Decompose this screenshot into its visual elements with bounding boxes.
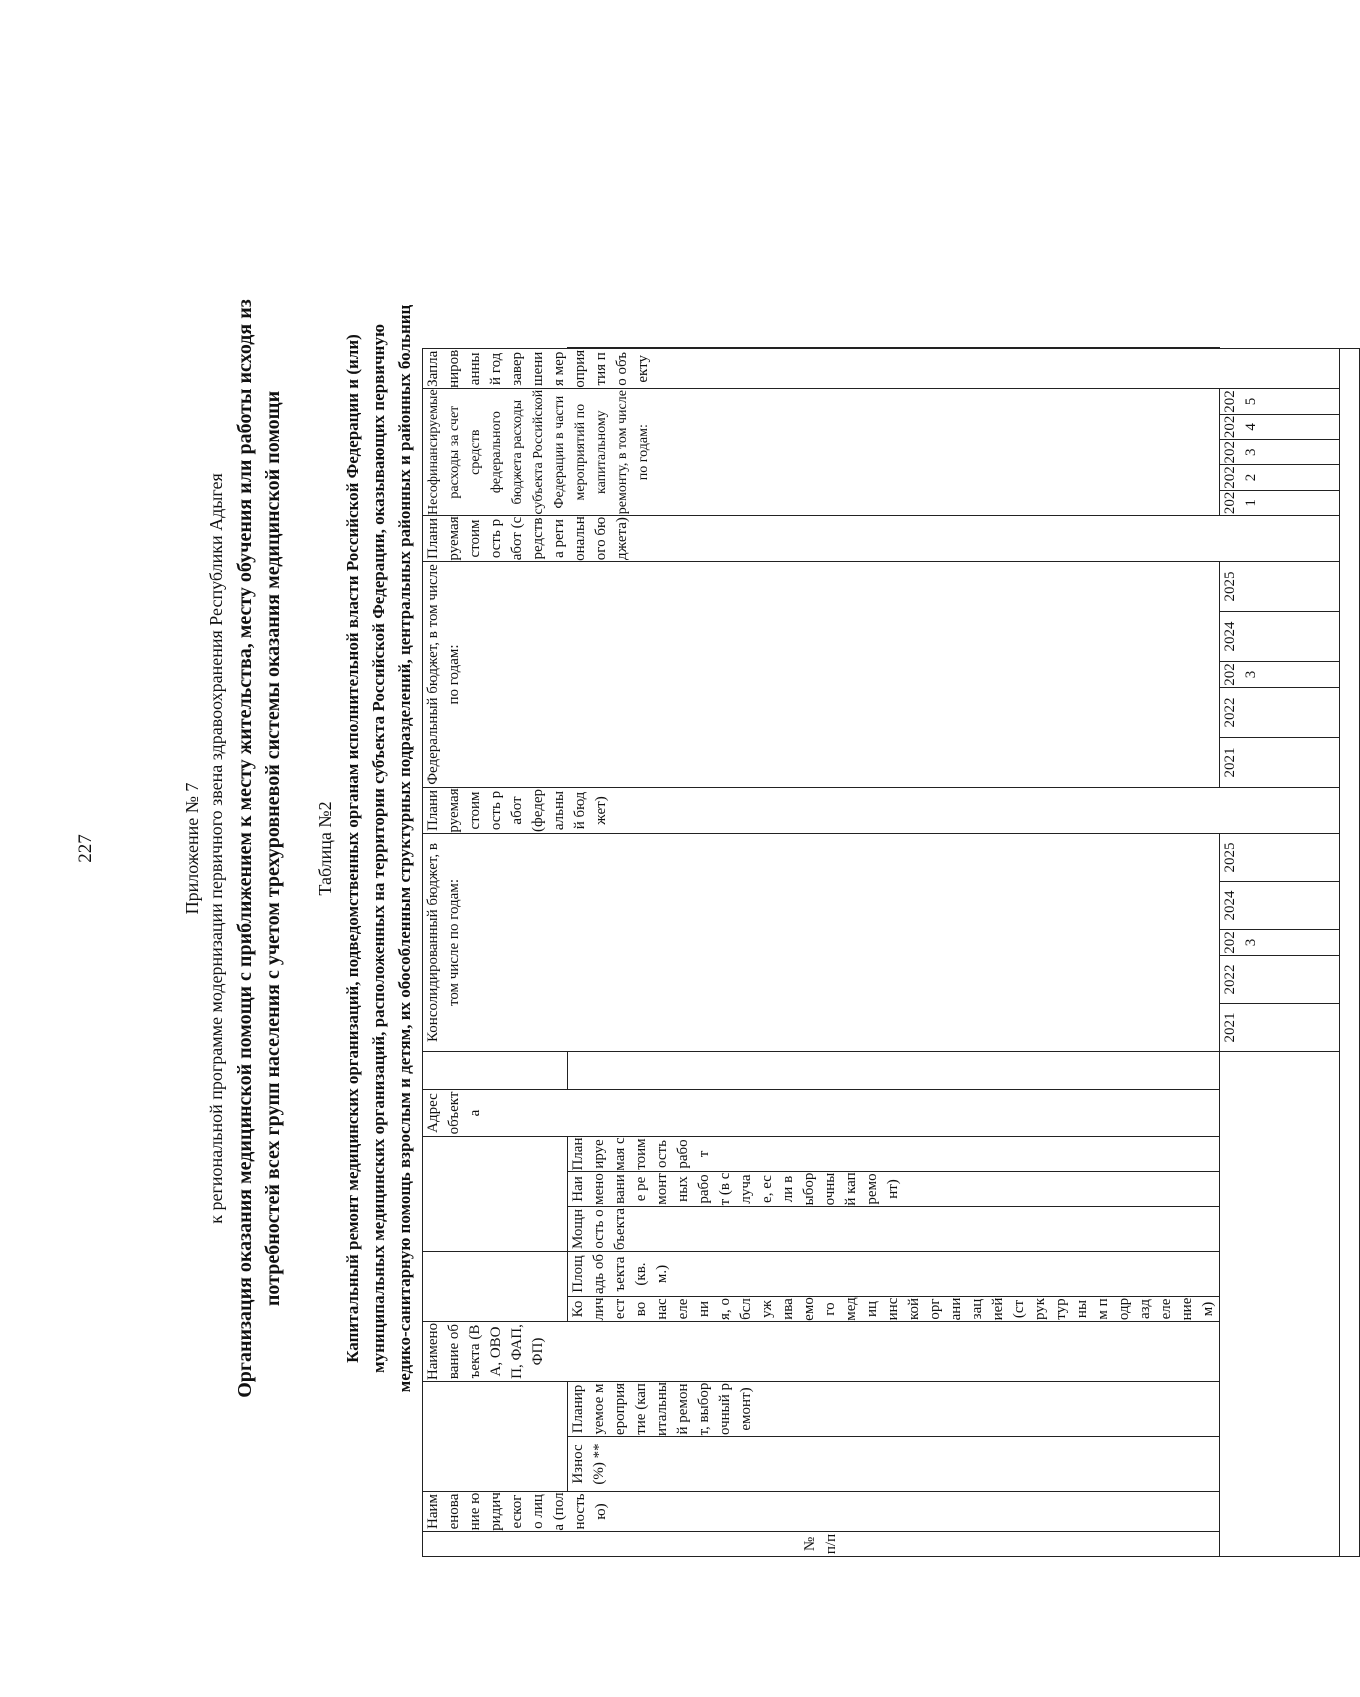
col-object-name-header: Наименование объекта (ВА, ОВОП, ФАП, ФП) xyxy=(423,1322,1220,1382)
col-federal-header: Федеральный бюджет, в том числе по годам: xyxy=(423,562,1220,788)
col-planned-cost-header: Планируемая стоимость работ xyxy=(568,1137,1220,1172)
table-bottom-row xyxy=(1340,349,1360,1557)
header-blank-cell xyxy=(423,1052,568,1090)
header-blank-cell xyxy=(1220,1052,1340,1557)
col-planned-year-header: Запланированный год завершения мероприятия по объекту xyxy=(423,349,1340,389)
table-title-line-3: медико-санитарную помощь взрослым и детям, их обособленным структурных подразделений, центральных районных и районных больниц xyxy=(395,304,414,1393)
nonfinanced-year-2022: 2022 xyxy=(1220,465,1340,490)
consolidated-year-2025: 2025 xyxy=(1220,834,1340,882)
col-wear-header: Износ (%) ** xyxy=(568,1437,1220,1492)
col-planned-cost-reg-header: Планируемая стоимость работ (средства регионального бюджета) xyxy=(423,516,1340,562)
table-title-line-1: Капитальный ремонт медицинских организаций, подведомственных органам исполнительной власти Российской Федерации и (или) xyxy=(343,334,362,1363)
document-title-line-2: потребностей всех групп населения с учетом трехуровневой системы оказания медицинской помощи xyxy=(262,390,284,1307)
consolidated-year-2023: 2023 xyxy=(1220,930,1340,956)
col-capacity-header: Мощность объекта xyxy=(568,1207,1220,1252)
federal-year-2024: 2024 xyxy=(1220,612,1340,662)
federal-year-2025: 2025 xyxy=(1220,562,1340,612)
header-blank-cell xyxy=(423,1382,568,1492)
capital-repair-table xyxy=(422,347,1360,1557)
col-num-header: № п/п xyxy=(423,1532,1220,1557)
federal-year-2021: 2021 xyxy=(1220,738,1340,788)
table-title-line-2: муниципальных медицинских организаций, расположенных на территории субъекта Российской Федерации, оказывающих первичную xyxy=(369,324,388,1373)
appendix-line-1: Приложение № 7 xyxy=(182,782,202,915)
nonfinanced-year-2025: 2025 xyxy=(1220,389,1340,414)
header-blank-cell xyxy=(568,1052,1220,1090)
consolidated-year-2024: 2024 xyxy=(1220,882,1340,930)
col-repair-name-header: Наименование ремонтных работ (в случае, если выборочный капремонт) xyxy=(568,1172,1220,1207)
consolidated-year-2021: 2021 xyxy=(1220,1004,1340,1052)
header-blank-cell xyxy=(423,1252,568,1322)
nonfinanced-year-2024: 2024 xyxy=(1220,414,1340,439)
header-blank-cell xyxy=(423,1137,568,1252)
document-title-line-1: Организация оказания медицинской помощи с приближением к месту жительства, месту обучения или работы исходя из xyxy=(234,299,256,1398)
appendix-line-2: к региональной программе модернизации первичного звена здравоохранения Республики Адыгея xyxy=(206,473,226,1224)
page-number: 227 xyxy=(75,834,96,863)
col-planned-repair-header: Планируемое мероприятие (капитальный ремонт, выборочный ремонт) xyxy=(568,1382,1220,1437)
consolidated-year-2022: 2022 xyxy=(1220,956,1340,1004)
nonfinanced-year-2023: 2023 xyxy=(1220,440,1340,465)
col-legal-entity-header: Наименование юридического лица (полностью) xyxy=(423,1492,1220,1532)
federal-year-2022: 2022 xyxy=(1220,688,1340,738)
header-blank-cell xyxy=(568,348,1220,349)
table-label: Таблица №2 xyxy=(315,801,335,896)
col-area-header: Площадь объекта (кв. м.) xyxy=(568,1252,1220,1297)
col-nonfinanced-header: Несофинансируемые расходы за счет средств федерального бюджета расходы субъекта Российской Федерации в части мероприятий по капитальному ремонту, в том числе по годам: xyxy=(423,389,1220,516)
col-consolidated-header: Консолидированный бюджет, в том числе по годам: xyxy=(423,834,1220,1052)
col-planned-cost-fed-header: Планируемая стоимость работ (федеральный бюджет) xyxy=(423,788,1340,834)
nonfinanced-year-2021: 2021 xyxy=(1220,490,1340,515)
col-address-header: Адрес объекта xyxy=(423,1090,1220,1137)
col-population-header: Количество населения, обслуживаемого медицинской организацией (структурным подразделением) xyxy=(568,1297,1220,1322)
federal-year-2023: 2023 xyxy=(1220,662,1340,688)
